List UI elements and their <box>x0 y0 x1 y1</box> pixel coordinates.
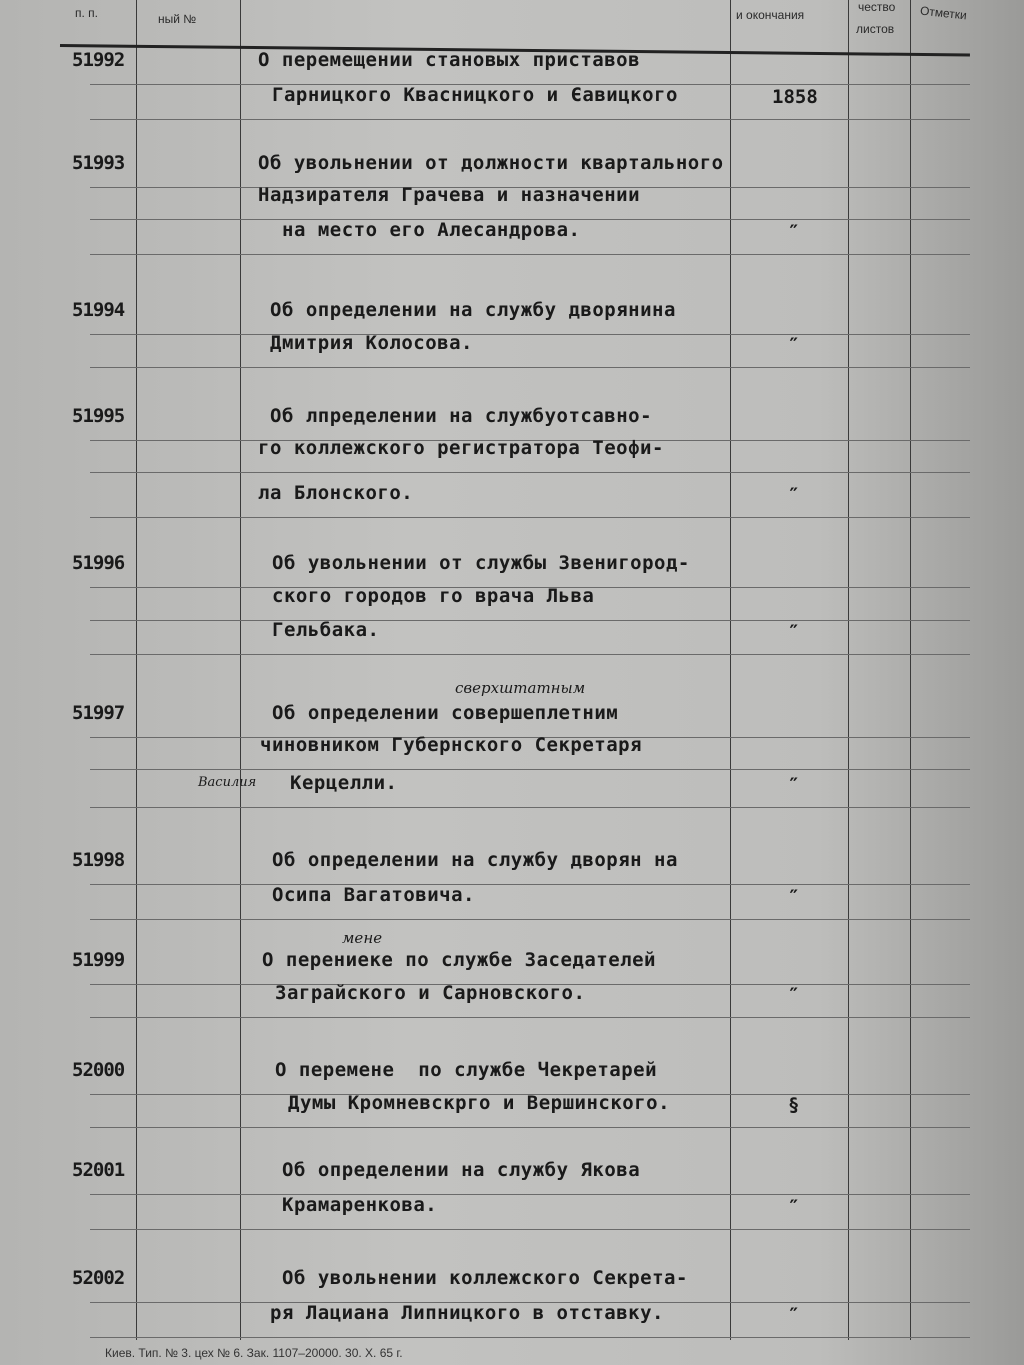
handwritten-correction: сверхштатным <box>455 679 586 697</box>
header-col-sheets-1: чество <box>858 0 896 14</box>
column-divider <box>136 0 137 1340</box>
entry-title-line: Гарницкого Квасницкого и Єавицкого <box>272 84 678 106</box>
row-rule <box>90 517 970 518</box>
entry-date: ″ <box>788 1196 800 1218</box>
entry-title-line: О перениеке по службе Заседателей <box>262 949 656 971</box>
entry-title-line: О перемене по службе Чекретарей <box>275 1059 658 1081</box>
entry-title-line: Об увольнении от должности квартального <box>258 152 724 174</box>
entry-number: 51994 <box>72 299 125 321</box>
entry-title-line: Крамаренкова. <box>282 1194 438 1216</box>
entry-title-line: Об увольнении коллежского Секрета- <box>282 1267 688 1289</box>
entry-title-line: Об увольнении от службы Звенигород- <box>272 552 690 574</box>
entry-title-line: на место его Алесандрова. <box>282 219 581 241</box>
entry-date: § <box>788 1094 800 1116</box>
entry-number: 51999 <box>72 949 125 971</box>
entry-title-line: Об определении на службу Якова <box>282 1159 641 1181</box>
entry-title-line: Об лпределении на службуотсавно- <box>270 405 653 427</box>
entry-title-line: Заграйского и Сарновского. <box>275 982 586 1004</box>
entry-title-line: Осипа Вагатовича. <box>272 884 475 906</box>
entry-number: 51992 <box>72 49 125 71</box>
entry-number: 52002 <box>72 1267 125 1289</box>
entry-title-line: Об определении на службу дворян на <box>272 849 678 871</box>
row-rule <box>90 367 970 368</box>
entry-date: 1858 <box>772 86 818 108</box>
handwritten-correction: Василия <box>198 775 257 790</box>
handwritten-correction: мене <box>342 929 383 947</box>
row-rule <box>90 807 970 808</box>
entry-title-line: чиновником Губернского Секретаря <box>260 734 643 756</box>
header-col-reg: ный № <box>158 12 197 26</box>
entry-title-line: Об определении на службу дворянина <box>270 299 676 321</box>
row-rule <box>90 1337 970 1338</box>
entry-date: ″ <box>788 984 800 1006</box>
entry-date: ″ <box>788 774 800 796</box>
entry-title-line: Об определении совершеплетним <box>272 702 619 724</box>
column-divider <box>910 0 911 1340</box>
header-col-dates: и окончания <box>736 8 805 22</box>
row-rule <box>90 769 970 770</box>
entry-title-line: Керцелли. <box>290 772 398 794</box>
column-divider <box>240 0 241 1340</box>
row-rule <box>90 1229 970 1230</box>
row-rule <box>90 334 970 335</box>
entry-title-line: О перемещении становых приставов <box>258 49 641 71</box>
entry-number: 51993 <box>72 152 125 174</box>
row-rule <box>90 254 970 255</box>
entry-date: ″ <box>788 221 800 243</box>
row-rule <box>90 654 970 655</box>
row-rule <box>90 472 970 473</box>
column-divider <box>730 0 731 1340</box>
entry-title-line: го коллежского регистратора Теофи- <box>258 437 664 459</box>
entry-number: 51997 <box>72 702 125 724</box>
entry-date: ″ <box>788 484 800 506</box>
entry-title-line: Надзирателя Грачева и назначении <box>258 184 641 206</box>
entry-date: ″ <box>788 1304 800 1326</box>
row-rule <box>90 1017 970 1018</box>
entry-title-line: ря Лациана Липницкого в отставку. <box>270 1302 664 1324</box>
entry-number: 52000 <box>72 1059 125 1081</box>
entry-title-line: Думы Кромневскрго и Вершинского. <box>288 1092 671 1114</box>
entry-title-line: ла Блонского. <box>258 482 414 504</box>
entry-date: ″ <box>788 621 800 643</box>
entry-title-line: ского городов го врача Льва <box>272 585 595 607</box>
entry-title-line: Дмитрия Колосова. <box>270 332 473 354</box>
entry-date: ″ <box>788 334 800 356</box>
entry-number: 51998 <box>72 849 125 871</box>
entry-number: 52001 <box>72 1159 125 1181</box>
header-col-sheets-2: листов <box>856 22 895 36</box>
entry-number: 51996 <box>72 552 125 574</box>
row-rule <box>90 620 970 621</box>
entry-title-line: Гельбака. <box>272 619 380 641</box>
row-rule <box>90 884 970 885</box>
row-rule <box>90 919 970 920</box>
printer-footer: Киев. Тип. № 3. цех № 6. Зак. 1107–20000. 30. X. 65 г. <box>105 1346 403 1360</box>
entry-number: 51995 <box>72 405 125 427</box>
header-col-notes: Отметки <box>919 3 968 23</box>
row-rule <box>90 119 970 120</box>
header-col-num: п. п. <box>75 6 98 20</box>
row-rule <box>90 1127 970 1128</box>
row-rule <box>90 1194 970 1195</box>
entry-date: ″ <box>788 886 800 908</box>
column-divider <box>848 0 849 1340</box>
